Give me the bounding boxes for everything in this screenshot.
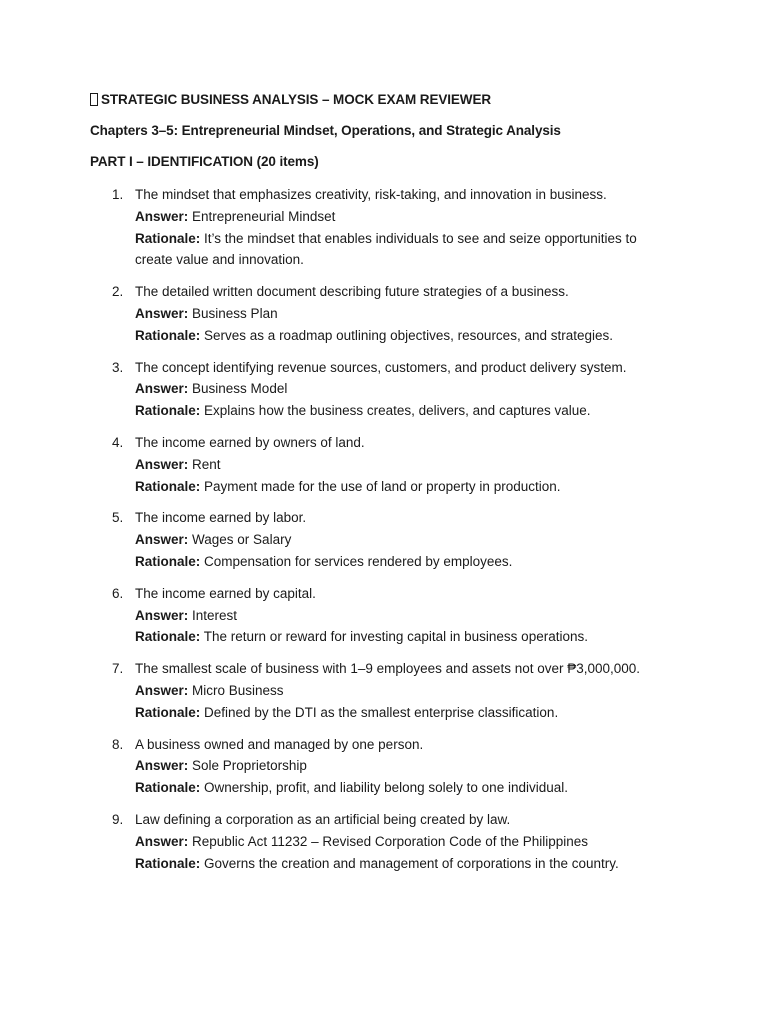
item-answer	[135, 454, 670, 476]
answer-text: Rent	[192, 456, 221, 472]
question-item	[90, 432, 670, 497]
answer-label: Answer:	[135, 833, 189, 849]
answer-text: Business Model	[192, 381, 288, 397]
item-answer	[135, 831, 670, 853]
document-body	[90, 92, 670, 884]
answer-label: Answer:	[135, 607, 189, 623]
item-number: 7.	[112, 661, 124, 677]
answer-label: Answer:	[135, 208, 189, 224]
question-item	[90, 507, 670, 572]
item-question: Law defining a corporation as an artificial being created by law.	[135, 811, 511, 827]
item-answer	[135, 206, 670, 228]
rationale-label: Rationale:	[135, 478, 201, 494]
item-number: 3.	[112, 359, 124, 375]
answer-text: Entrepreneurial Mindset	[192, 208, 336, 224]
answer-text: Micro Business	[192, 682, 284, 698]
answer-label: Answer:	[135, 381, 189, 397]
item-rationale	[135, 626, 670, 648]
item-rationale	[135, 476, 670, 498]
item-number: 8.	[112, 736, 124, 752]
chapters-heading: Chapters 3–5: Entrepreneurial Mindset, Operations, and Strategic Analysis	[90, 123, 561, 138]
answer-label: Answer:	[135, 305, 189, 321]
rationale-label: Rationale:	[135, 780, 201, 796]
item-rationale	[135, 777, 670, 799]
answer-text: Republic Act 11232 – Revised Corporation Code of the Philippines	[192, 833, 589, 849]
item-question: The concept identifying revenue sources, customers, and product delivery system.	[135, 359, 627, 375]
rationale-text: Explains how the business creates, delivers, and captures value.	[204, 403, 591, 419]
answer-label: Answer:	[135, 456, 189, 472]
answer-text: Interest	[192, 607, 238, 623]
document-title	[90, 92, 670, 107]
item-answer	[135, 755, 670, 777]
document-title-text: STRATEGIC BUSINESS ANALYSIS – MOCK EXAM REVIEWER	[101, 92, 492, 107]
item-number: 5.	[112, 510, 124, 526]
item-rationale	[135, 325, 670, 347]
question-item	[90, 734, 670, 799]
item-answer	[135, 378, 670, 400]
question-item	[90, 658, 670, 723]
item-number: 6.	[112, 585, 124, 601]
question-item	[90, 357, 670, 422]
part-heading: PART I – IDENTIFICATION (20 items)	[90, 154, 319, 169]
rationale-label: Rationale:	[135, 704, 201, 720]
item-number: 1.	[112, 187, 124, 202]
item-question: The income earned by capital.	[135, 585, 316, 601]
rationale-text: Payment made for the use of land or property in production.	[204, 478, 561, 494]
rationale-text: Serves as a roadmap outlining objectives, resources, and strategies.	[204, 327, 613, 343]
rationale-label: Rationale:	[135, 230, 201, 246]
item-question: The income earned by labor.	[135, 510, 307, 526]
rationale-text: Defined by the DTI as the smallest enterprise classification.	[204, 704, 559, 720]
rationale-text: Ownership, profit, and liability belong solely to one individual.	[204, 780, 568, 796]
item-answer	[135, 529, 670, 551]
rationale-text: Compensation for services rendered by employees.	[204, 553, 513, 569]
item-question: The mindset that emphasizes creativity, risk-taking, and innovation in business.	[135, 187, 607, 202]
item-answer	[135, 680, 670, 702]
answer-label: Answer:	[135, 682, 189, 698]
item-question: The detailed written document describing future strategies of a business.	[135, 284, 569, 300]
item-rationale	[135, 400, 670, 422]
item-answer	[135, 303, 670, 325]
question-item	[90, 809, 670, 874]
item-rationale	[135, 551, 670, 573]
answer-text: Wages or Salary	[192, 532, 292, 548]
item-number: 2.	[112, 284, 124, 300]
rationale-label: Rationale:	[135, 403, 201, 419]
item-number: 9.	[112, 811, 124, 827]
item-rationale	[135, 853, 670, 875]
item-question: The income earned by owners of land.	[135, 434, 365, 450]
answer-label: Answer:	[135, 532, 189, 548]
question-item	[90, 583, 670, 648]
answer-label: Answer:	[135, 758, 189, 774]
rationale-text: The return or reward for investing capital in business operations.	[203, 629, 588, 645]
rationale-text: It’s the mindset that enables individuals to see and seize opportunities to create value and innovation.	[135, 230, 637, 268]
item-question: The smallest scale of business with 1–9 employees and assets not over ₱3,000,000.	[135, 661, 641, 677]
answer-text: Sole Proprietorship	[192, 758, 307, 774]
rationale-label: Rationale:	[135, 629, 201, 645]
question-list	[90, 184, 670, 874]
item-question: A business owned and managed by one person.	[135, 736, 424, 752]
item-rationale	[135, 228, 670, 272]
answer-text: Business Plan	[192, 305, 278, 321]
rationale-text: Governs the creation and management of corporations in the country.	[204, 855, 619, 871]
item-answer	[135, 605, 670, 627]
item-number: 4.	[112, 434, 124, 450]
rationale-label: Rationale:	[135, 327, 201, 343]
missing-glyph-icon	[90, 93, 98, 106]
rationale-label: Rationale:	[135, 855, 201, 871]
item-rationale	[135, 702, 670, 724]
rationale-label: Rationale:	[135, 553, 201, 569]
question-item	[90, 281, 670, 346]
question-item	[90, 184, 670, 271]
